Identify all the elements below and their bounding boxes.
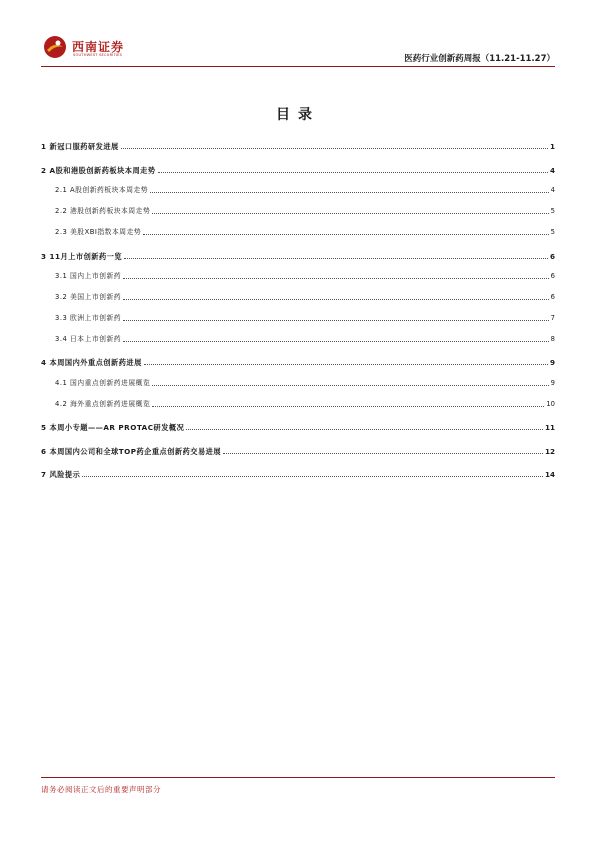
toc-entry-text: 2.3 美股XBI指数本周走势 xyxy=(55,228,142,236)
toc-leader-dots xyxy=(152,406,544,407)
toc-page-number: 9 xyxy=(550,379,555,387)
toc-page-number: 8 xyxy=(550,335,555,343)
toc-entry-3-3[interactable] xyxy=(41,314,555,323)
toc-entry-2[interactable] xyxy=(41,166,555,175)
toc-entry-2-3[interactable] xyxy=(41,228,555,237)
toc-page-number: 10 xyxy=(546,400,555,408)
toc-page-number: 4 xyxy=(549,166,555,175)
toc-leader-dots xyxy=(123,278,549,279)
toc-entry-4[interactable] xyxy=(41,358,555,367)
toc-entry-5[interactable] xyxy=(41,423,555,432)
toc-leader-dots xyxy=(123,299,549,300)
toc-entry-text: 2 A股和港股创新药板块本周走势 xyxy=(41,166,156,175)
toc-leader-dots xyxy=(123,341,549,342)
toc-entry-3-2[interactable] xyxy=(41,293,555,302)
footer-disclaimer: 请务必阅读正文后的重要声明部分 xyxy=(41,785,161,794)
toc-entry-3-4[interactable] xyxy=(41,335,555,344)
toc-entry-6[interactable] xyxy=(41,447,555,456)
toc-leader-dots xyxy=(124,258,548,259)
toc-leader-dots xyxy=(158,172,548,173)
toc-entry-7[interactable] xyxy=(41,470,555,479)
toc-page-number: 6 xyxy=(550,272,555,280)
toc-entry-4-1[interactable] xyxy=(41,379,555,388)
toc-page-number: 6 xyxy=(549,252,555,261)
toc-leader-dots xyxy=(121,148,548,149)
toc-page-number: 9 xyxy=(549,358,555,367)
toc-entry-text: 4.2 海外重点创新药进展概览 xyxy=(55,400,151,408)
toc-entry-3[interactable] xyxy=(41,252,555,261)
toc-leader-dots xyxy=(143,234,549,235)
toc-leader-dots xyxy=(144,364,548,365)
toc-leader-dots xyxy=(150,192,549,193)
toc-entry-4-2[interactable] xyxy=(41,400,555,409)
toc-entry-text: 2.1 A股创新药板块本周走势 xyxy=(55,186,149,194)
toc-leader-dots xyxy=(152,213,548,214)
logo-english-name: SOUTHWEST SECURITIES xyxy=(73,53,123,57)
toc-entry-text: 5 本周小专题——AR PROTAC研发概况 xyxy=(41,423,185,432)
report-title: 医药行业创新药周报（11.21-11.27） xyxy=(404,54,555,64)
toc-page-number: 5 xyxy=(550,228,555,236)
toc-leader-dots xyxy=(152,385,548,386)
page-header xyxy=(41,30,555,67)
toc-entry-3-1[interactable] xyxy=(41,272,555,281)
toc-leader-dots xyxy=(223,453,543,454)
toc-page-number: 4 xyxy=(550,186,555,194)
toc-entry-text: 2.2 港股创新药板块本周走势 xyxy=(55,207,151,215)
toc-entry-text: 6 本周国内公司和全球TOP药企重点创新药交易进展 xyxy=(41,447,222,456)
logo-emblem-icon xyxy=(43,35,67,59)
toc-entry-text: 7 风险提示 xyxy=(41,470,81,479)
toc-title: 目录 xyxy=(276,107,320,123)
toc-entry-text: 4 本周国内外重点创新药进展 xyxy=(41,358,142,367)
company-logo xyxy=(43,34,183,62)
toc-page-number: 14 xyxy=(544,470,555,479)
toc-page-number: 5 xyxy=(550,207,555,215)
toc-page-number: 7 xyxy=(550,314,555,322)
toc-entry-1[interactable] xyxy=(41,142,555,151)
toc-page-number: 6 xyxy=(550,293,555,301)
toc-entry-text: 3 11月上市创新药一览 xyxy=(41,252,123,261)
toc-entry-text: 3.3 欧洲上市创新药 xyxy=(55,314,122,322)
toc-entry-2-1[interactable] xyxy=(41,186,555,195)
toc-entry-text: 3.4 日本上市创新药 xyxy=(55,335,122,343)
toc-leader-dots xyxy=(82,476,543,477)
toc-leader-dots xyxy=(123,320,549,321)
toc-page-number: 12 xyxy=(544,447,555,456)
toc-page-number: 11 xyxy=(544,423,555,432)
page-footer xyxy=(41,777,555,794)
toc-entry-text: 3.1 国内上市创新药 xyxy=(55,272,122,280)
toc-entry-text: 4.1 国内重点创新药进展概览 xyxy=(55,379,151,387)
toc-page-number: 1 xyxy=(549,142,555,151)
toc-leader-dots xyxy=(186,429,543,430)
toc-entry-text: 1 新冠口服药研发进展 xyxy=(41,142,119,151)
toc-entry-2-2[interactable] xyxy=(41,207,555,216)
toc-entry-text: 3.2 美国上市创新药 xyxy=(55,293,122,301)
logo-chinese-name: 西南证券 xyxy=(72,40,125,54)
